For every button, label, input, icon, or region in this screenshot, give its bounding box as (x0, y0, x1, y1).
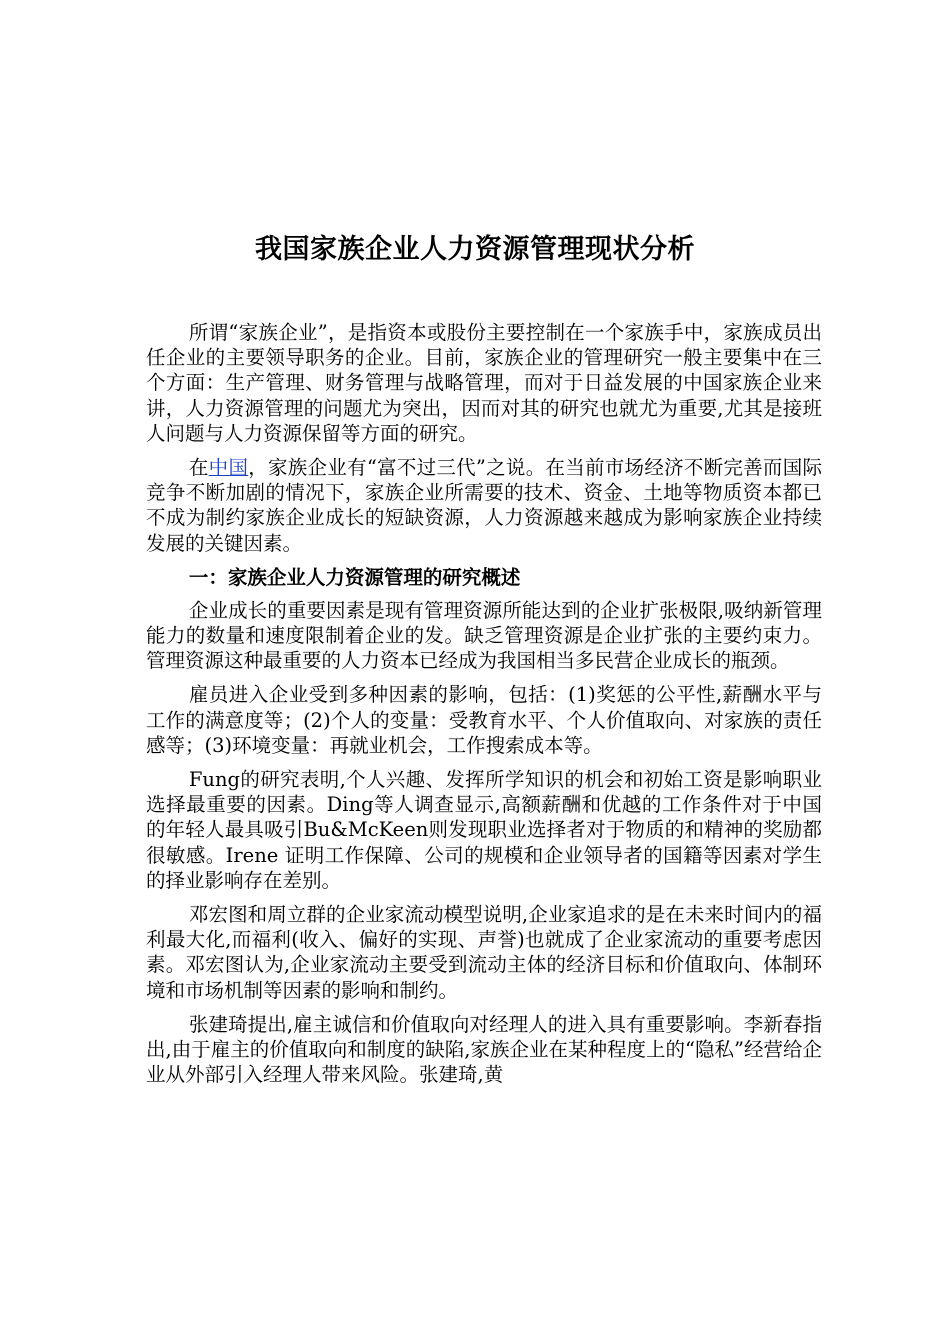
paragraph-4: 雇员进入企业受到多种因素的影响，包括：(1)奖惩的公平性,薪酬水平与工作的满意度等；(2)个人的变量：受教育水平、个人价值取向、对家族的责任感等；(3)环境变量：再就业机会，工作搜索成本等。 (146, 683, 822, 757)
paragraph-5: Fung的研究表明,个人兴趣、发挥所学知识的机会和初始工资是影响职业选择最重要的因素。Ding等人调查显示,高额薪酬和优越的工作条件对于中国的年轻人最具吸引Bu&McKeen则发现职业选择者对于物质的和精神的奖励都很敏感。Irene 证明工作保障、公司的规模和企业领导者的国籍等因素对学生的择业影响存在差别。 (146, 768, 822, 892)
china-link[interactable]: 中国 (208, 456, 249, 480)
paragraph-3: 企业成长的重要因素是现有管理资源所能达到的企业扩张极限,吸纳新管理能力的数量和速度限制着企业的发。缺乏管理资源是企业扩张的主要约束力。管理资源这种最重要的人力资本已经成为我国相当多民营企业成长的瓶颈。 (146, 598, 822, 673)
document-body (146, 320, 822, 1096)
document-title: 我国家族企业人力资源管理现状分析 (255, 234, 695, 265)
paragraph-7: 张建琦提出,雇主诚信和价值取向对经理人的进入具有重要影响。李新春指出,由于雇主的价值取向和制度的缺陷,家族企业在某种程度上的“隐私”经营给企业从外部引入经理人带来风险。张建琦,黄 (146, 1012, 822, 1087)
paragraph-1: 所谓“家族企业”，是指资本或股份主要控制在一个家族手中，家族成员出任企业的主要领导职务的企业。目前，家族企业的管理研究一般主要集中在三个方面：生产管理、财务管理与战略管理，而对于日益发展的中国家族企业来讲，人力资源管理的问题尤为突出，因而对其的研究也就尤为重要,尤其是接班人问题与人力资源保留等方面的研究。 (146, 321, 822, 445)
paragraph-2-rest: ，家族企业有“富不过三代”之说。在当前市场经济不断完善而国际竞争不断加剧的情况下，家族企业所需要的技术、资金、土地等物质资本都已不成为制约家族企业成长的短缺资源，人力资源越来越成为影响家族企业持续发展的关键因素。 (146, 456, 822, 555)
paragraph-6: 邓宏图和周立群的企业家流动模型说明,企业家追求的是在未来时间内的福利最大化,而福利(收入、偏好的实现、声誉)也就成了企业家流动的重要考虑因素。邓宏图认为,企业家流动主要受到流动主体的经济目标和价值取向、体制环境和市场机制等因素的影响和制约。 (146, 903, 822, 1002)
paragraph-2 (146, 455, 822, 556)
paragraph-2-prefix: 在 (188, 456, 209, 480)
section-heading-1: 一：家族企业人力资源管理的研究概述 (188, 565, 521, 589)
